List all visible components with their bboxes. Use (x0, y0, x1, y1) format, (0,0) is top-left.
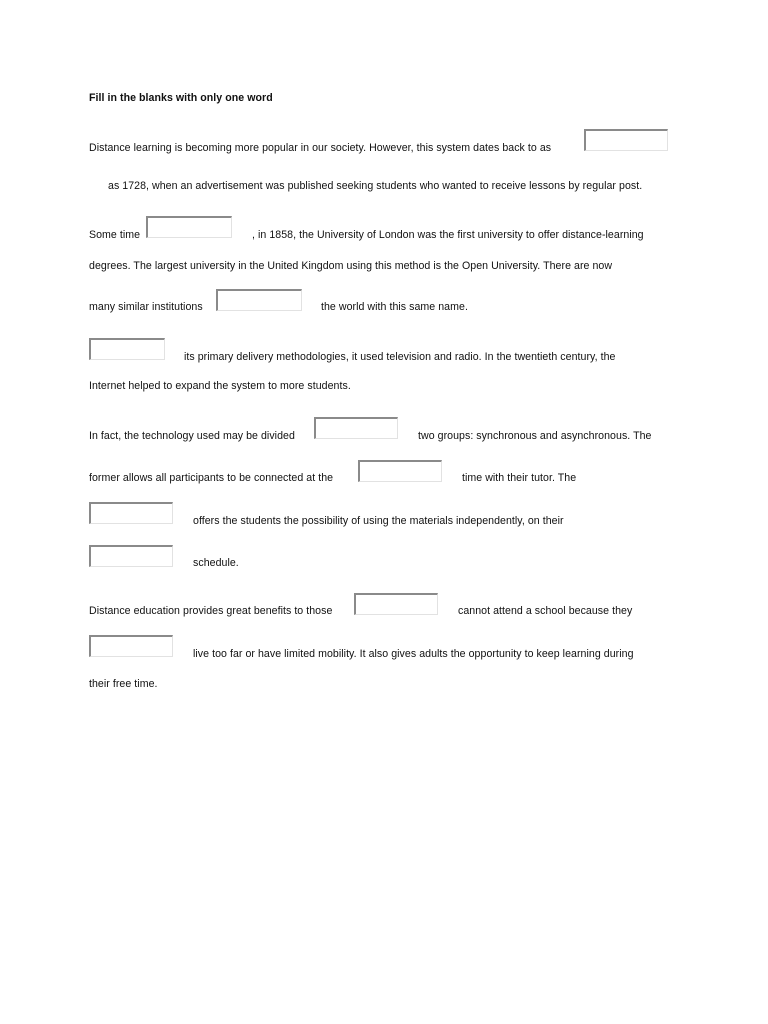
paragraph-2-text-b: , in 1858, the University of London was the first university to offer distance-learning (252, 229, 644, 241)
paragraph-5-text-a: Distance education provides great benefits to those (89, 605, 333, 617)
paragraph-4-text-e: offers the students the possibility of using the materials independently, on their (193, 515, 564, 527)
paragraph-1-text-a: Distance learning is becoming more popular in our society. However, this system dates back to as (89, 142, 552, 154)
blank-2-input[interactable] (146, 216, 232, 238)
paragraph-5-text-b: cannot attend a school because they (458, 605, 633, 617)
paragraph-2-text-c: degrees. The largest university in the United Kingdom using this method is the Open University. There are now (89, 260, 613, 272)
blank-5-input[interactable] (314, 417, 398, 439)
paragraph-3-text-a: its primary delivery methodologies, it used television and radio. In the twentieth century, the (184, 351, 616, 363)
blank-7-input[interactable] (89, 502, 173, 524)
blank-1-input[interactable] (584, 129, 668, 151)
blank-6-input[interactable] (358, 460, 442, 482)
paragraph-4-text-b: two groups: synchronous and asynchronous. The (418, 430, 652, 442)
paragraph-4-text-f: schedule. (193, 557, 239, 569)
blank-8-input[interactable] (89, 545, 173, 567)
paragraph-4-text-d: time with their tutor. The (462, 472, 577, 484)
paragraph-5-text-c: live too far or have limited mobility. It also gives adults the opportunity to keep learning during (193, 648, 634, 660)
blank-9-input[interactable] (354, 593, 438, 615)
blank-10-input[interactable] (89, 635, 173, 657)
paragraph-2-text-d: many similar institutions (89, 301, 203, 313)
paragraph-5-text-d: their free time. (89, 678, 158, 690)
paragraph-1-text-b: as 1728, when an advertisement was published seeking students who wanted to receive lessons by regular post. (108, 180, 643, 192)
paragraph-4-text-a: In fact, the technology used may be divided (89, 430, 295, 442)
blank-3-input[interactable] (216, 289, 302, 311)
paragraph-2-text-a: Some time (89, 229, 141, 241)
worksheet-title: Fill in the blanks with only one word (89, 92, 273, 104)
paragraph-2-text-e: the world with this same name. (321, 301, 468, 313)
blank-4-input[interactable] (89, 338, 165, 360)
paragraph-3-text-b: Internet helped to expand the system to more students. (89, 380, 351, 392)
paragraph-4-text-c: former allows all participants to be connected at the (89, 472, 334, 484)
